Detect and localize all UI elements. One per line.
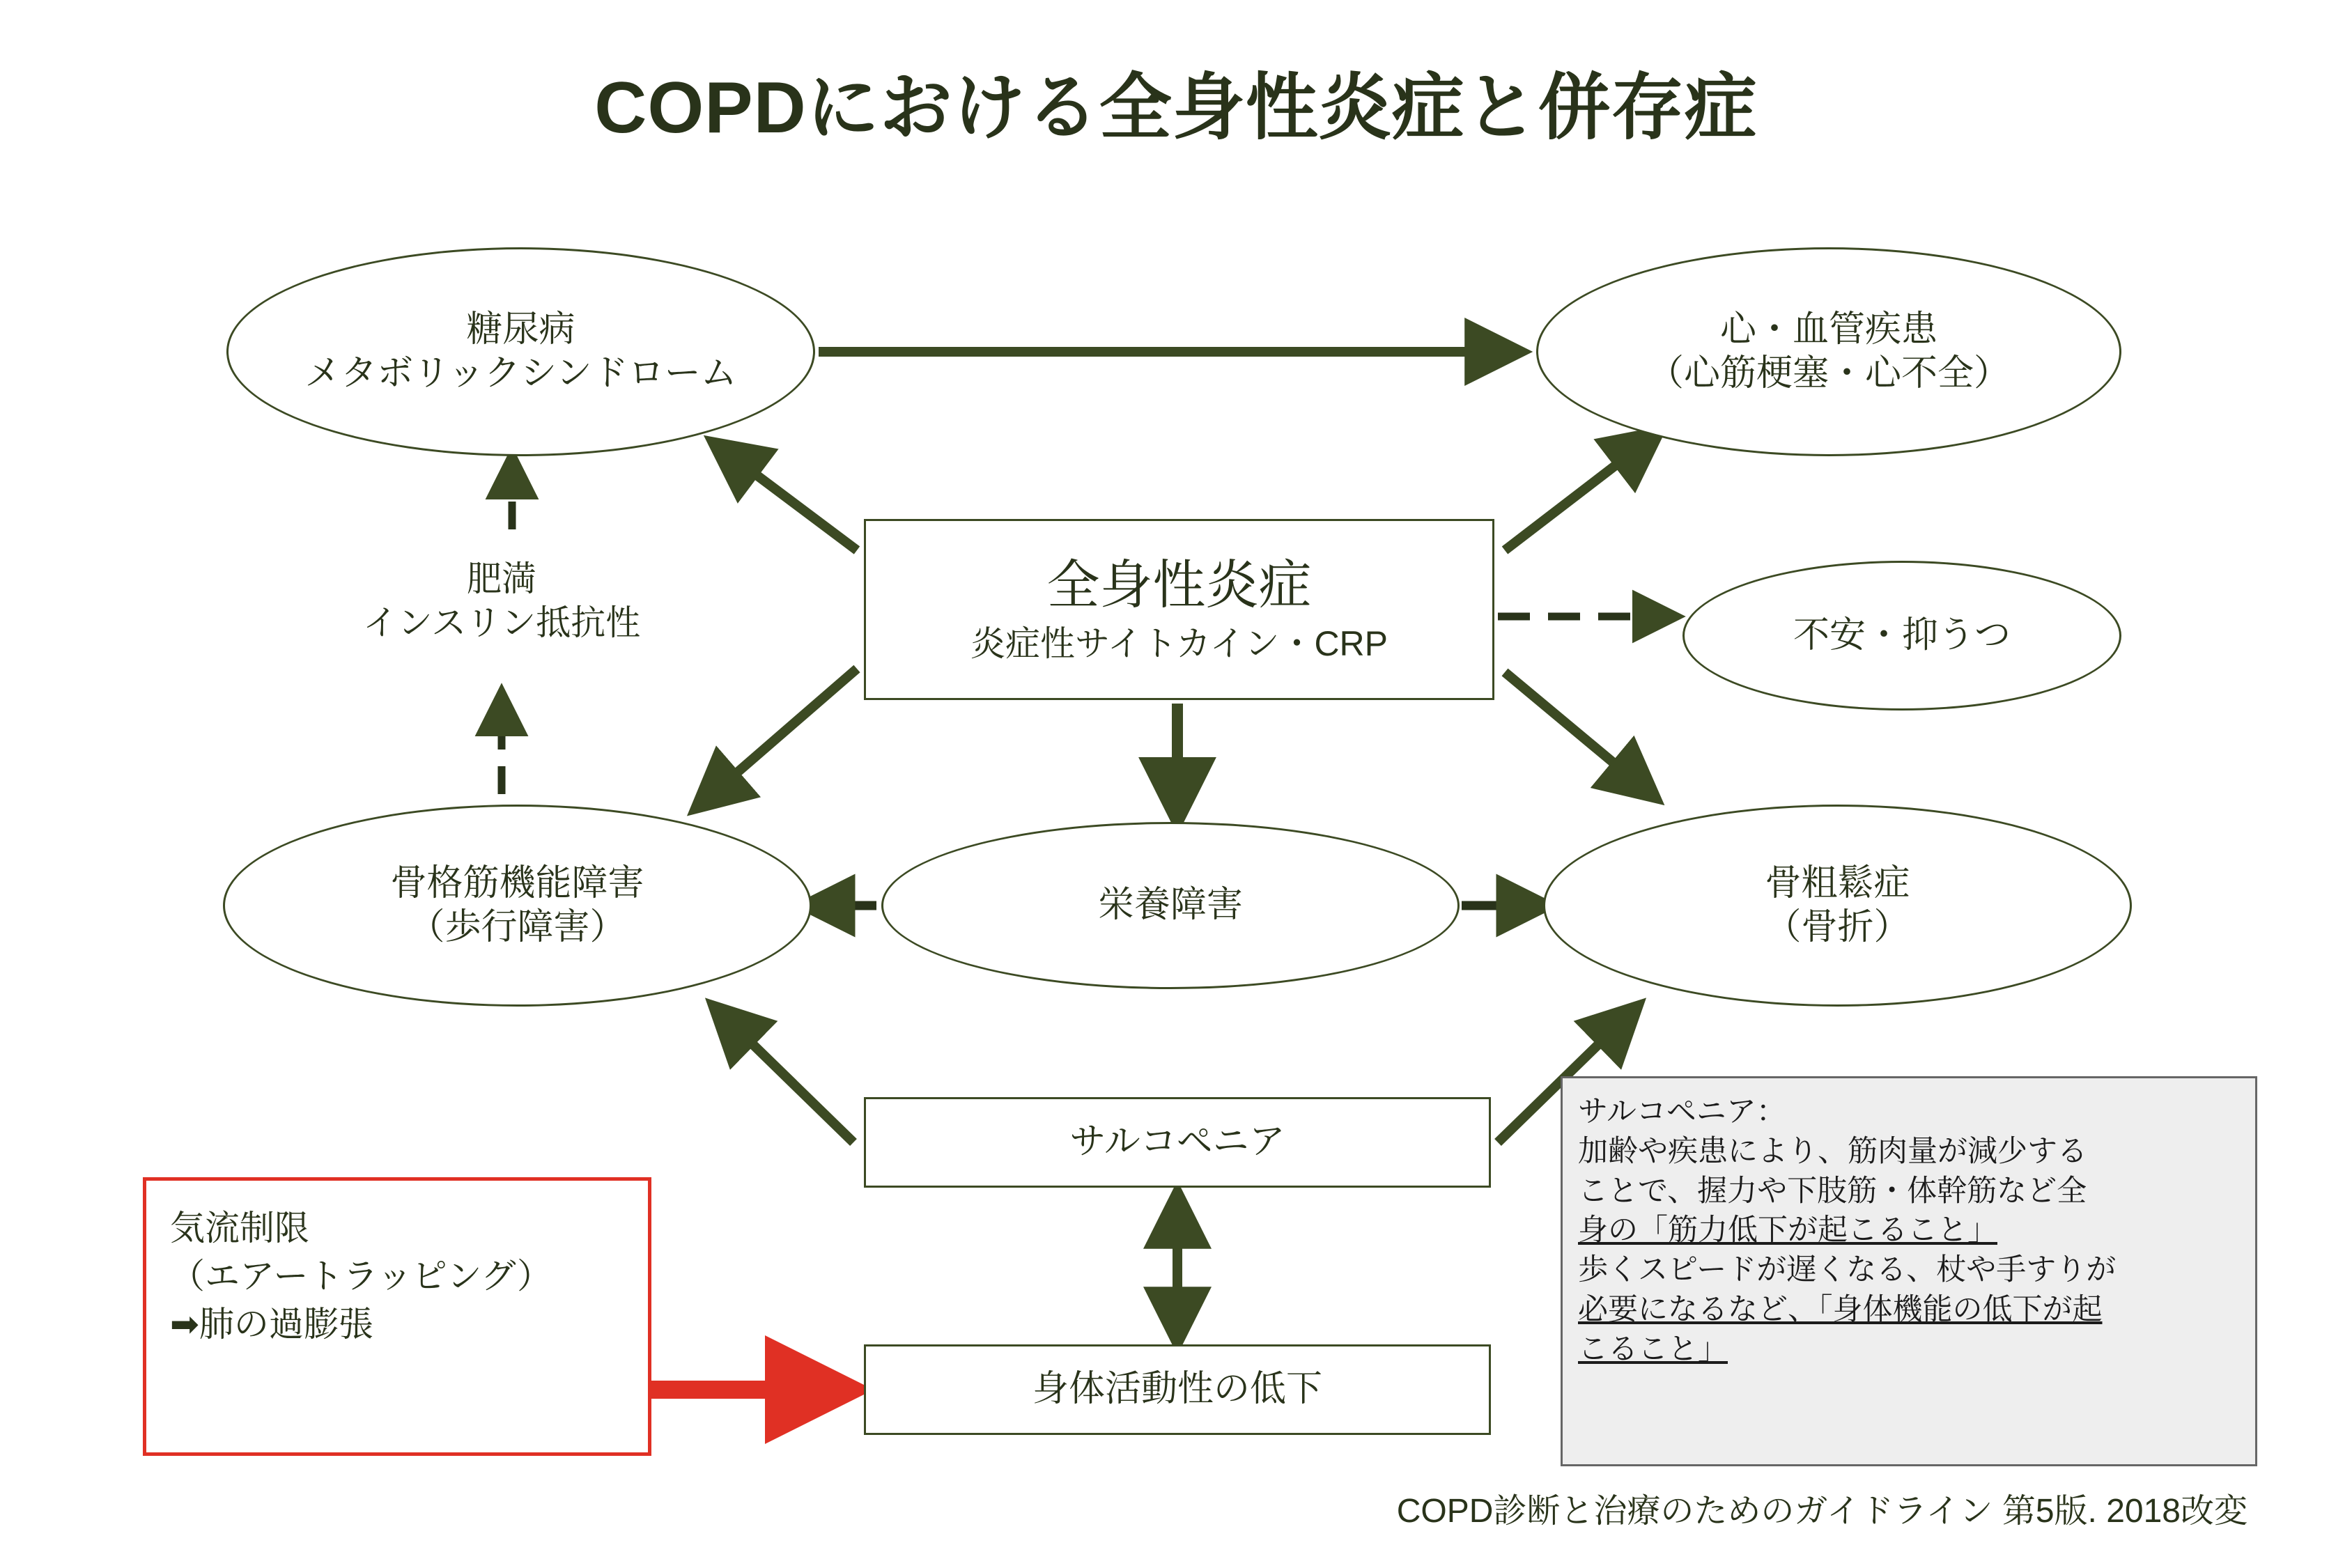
edge-inflammation-to-muscle: [700, 669, 857, 805]
note-heading: サルコペニア：: [1578, 1095, 1786, 1128]
node-activity-label: 身体活動性の低下: [1032, 1369, 1322, 1410]
node-cardio-line1: 心・血管疾患: [1719, 309, 1937, 350]
sarcopenia-definition-note: [1561, 1076, 2257, 1466]
note-line2: ことで、握力や下肢筋・体幹筋など全: [1578, 1174, 2087, 1208]
airflow-line3: ➡肺の過膨張: [170, 1305, 373, 1344]
node-sarcopenia-label: サルコペニア: [1069, 1121, 1285, 1163]
node-diabetes-line2: メタボリックシンドローム: [304, 353, 737, 394]
node-systemic-inflammation[interactable]: [864, 519, 1494, 700]
node-diabetes-line1: 糖尿病: [466, 309, 575, 350]
node-cardiovascular-disease[interactable]: [1536, 247, 2121, 456]
edge-inflammation-to-osteoporosis: [1505, 672, 1651, 794]
airflow-line2: （エアートラッピング）: [170, 1257, 552, 1296]
node-nutrition-label: 栄養障害: [1097, 885, 1243, 926]
node-sarcopenia[interactable]: [864, 1097, 1491, 1188]
note-line5: 必要になるなど、「身体機能の低下が起: [1578, 1292, 2103, 1326]
node-osteo-line1: 骨粗鬆症: [1765, 862, 1910, 903]
node-diabetes[interactable]: [226, 247, 815, 456]
label-obesity-line1: 肥満: [467, 559, 536, 598]
node-skeletal-muscle-dysfunction[interactable]: [223, 805, 812, 1007]
note-line6: こること」: [1578, 1332, 1728, 1366]
label-obesity-insulin-resistance: [307, 557, 697, 644]
airflow-limitation-box[interactable]: [143, 1177, 651, 1456]
node-osteoporosis[interactable]: [1543, 805, 2132, 1007]
node-inflammation-title: 全身性炎症: [1046, 556, 1312, 616]
node-muscle-line2: （歩行障害）: [408, 907, 626, 947]
node-inflammation-subtitle: 炎症性サイトカイン・CRP: [970, 623, 1388, 663]
page-title: COPDにおける全身性炎症と併存症: [594, 68, 1758, 148]
node-malnutrition[interactable]: [881, 822, 1460, 989]
edge-inflammation-to-diabetes: [718, 446, 857, 550]
note-line1: 加齢や疾患により、筋肉量が減少する: [1578, 1134, 2087, 1168]
label-obesity-line2: インスリン抵抗性: [362, 603, 641, 642]
node-reduced-physical-activity[interactable]: [864, 1344, 1491, 1435]
edge-sarcopenia-to-muscle: [718, 1010, 853, 1142]
node-cardio-line2: （心筋梗塞・心不全）: [1647, 353, 2010, 394]
note-line3: 身の「筋力低下が起こること」: [1578, 1213, 1997, 1248]
node-anxiety-label: 不安・抑うつ: [1793, 614, 2011, 655]
note-line4: 歩くスピードが遅くなる、杖や手すりが: [1578, 1253, 2117, 1287]
node-osteo-line2: （骨折）: [1765, 907, 1910, 947]
node-muscle-line1: 骨格筋機能障害: [390, 862, 644, 903]
airflow-line1: 気流制限: [170, 1209, 309, 1248]
edge-inflammation-to-cardio: [1505, 435, 1655, 550]
source-citation: COPD診断と治療のためのガイドライン 第5版. 2018改変: [1396, 1493, 2247, 1530]
node-anxiety-depression[interactable]: [1682, 561, 2121, 711]
